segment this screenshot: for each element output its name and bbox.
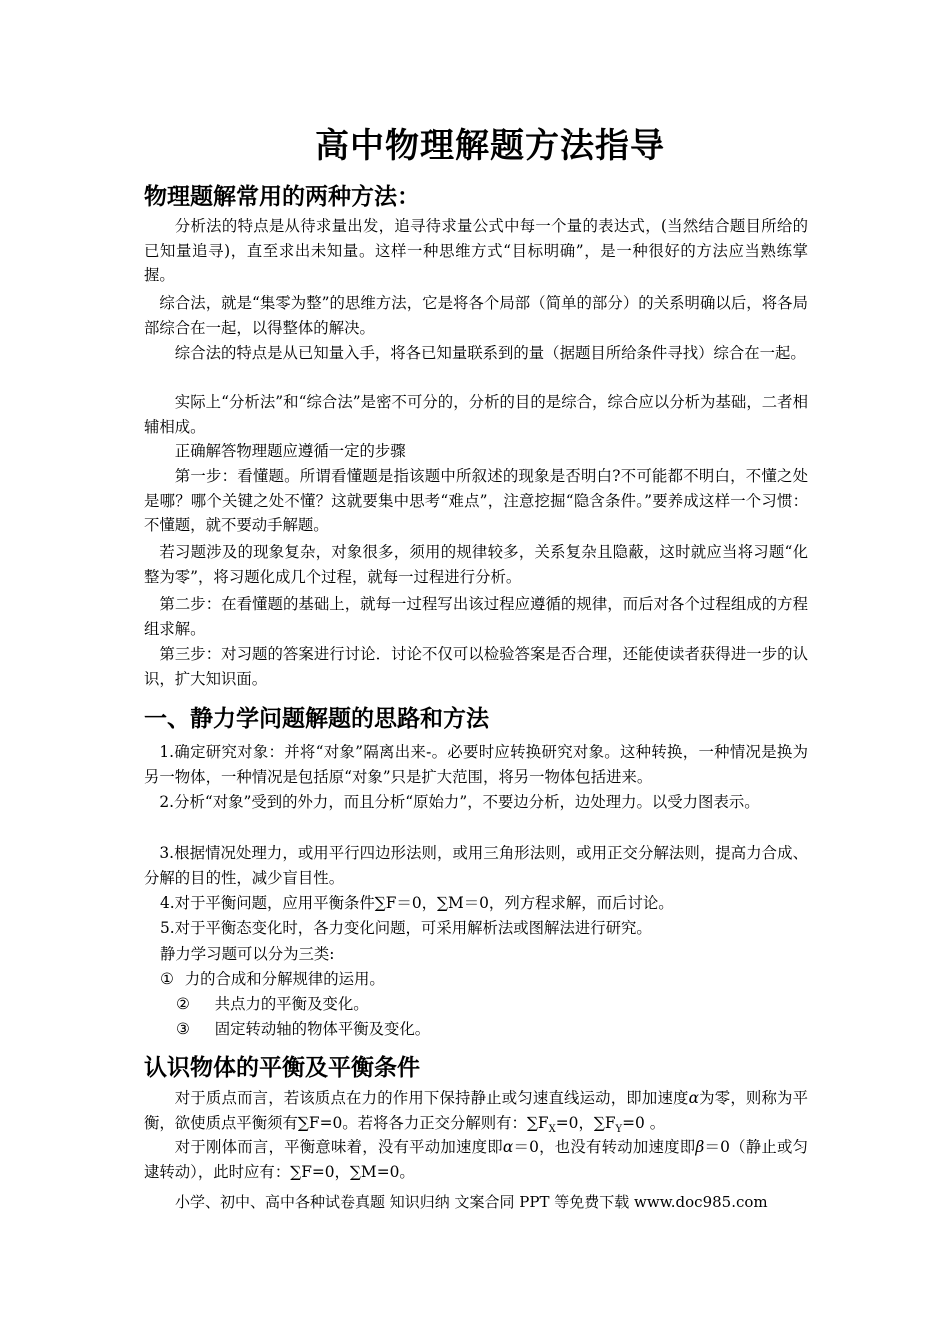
list-marker: ② (176, 995, 190, 1013)
list-marker: ① (160, 970, 174, 988)
section-heading-methods: 物理题解常用的两种方法： (144, 184, 420, 210)
list-marker: ③ (176, 1020, 190, 1038)
list-item-text: 固定转动轴的物体平衡及变化。 (214, 1020, 431, 1038)
list-item (176, 992, 369, 1014)
paragraph-statics-step-4: 4.对于平衡问题，应用平衡条件∑F＝0，∑M＝0，列方程求解，而后讨论。 (160, 894, 674, 912)
paragraph-analysis-method: 分析法的特点是从待求量出发，追寻待求量公式中每一个量的表达式，(当然结合题目所给的已知量追寻)，直至求出未知量。这样一种思维方式“目标明确”，是一种很好的方法应当熟练掌握。 (144, 217, 808, 285)
paragraph-steps-intro: 正确解答物理题应遵循一定的步骤 (174, 442, 406, 460)
paragraph-statics-step-3: 3.根据情况处理力，或用平行四边形法则，或用三角形法则，或用正交分解法则，提高力合成、分解的目的性，减少盲目性。 (144, 844, 808, 887)
list-item (160, 967, 385, 989)
section-heading-statics: 一、静力学问题解题的思路和方法 (144, 706, 489, 732)
paragraph-complex-problems: 若习题涉及的现象复杂，对象很多，须用的规律较多，关系复杂且隐蔽，这时就应当将习题“化整为零”，将习题化成几个过程，就每一过程进行分析。 (144, 543, 808, 586)
paragraph-step-two: 第二步：在看懂题的基础上，就每一过程写出该过程应遵循的规律，而后对各个过程组成的方程组求解。 (144, 595, 808, 638)
paragraph-rigid-body-equilibrium: 对于刚体而言，平衡意味着，没有平动加速度即α＝0，也没有转动加速度即β＝0（静止或匀逮转动），此时应有：∑F=0，∑M=0。 (144, 1138, 808, 1181)
paragraph-statics-step-2: 2.分析“对象”受到的外力，而且分析“原始力”，不要边分析，边处理力。以受力图表示。 (159, 793, 760, 811)
section-heading-equilibrium: 认识物体的平衡及平衡条件 (144, 1055, 420, 1081)
list-item (176, 1017, 430, 1039)
paragraph-statics-step-5: 5.对于平衡态变化时，各力变化问题，可采用解析法或图解法进行研究。 (160, 919, 652, 937)
page-footer: 小学、初中、高中各种试卷真题 知识归纳 文案合同 PPT 等免费下载 www.doc985.com (175, 1193, 768, 1211)
alpha-symbol: α (502, 1138, 514, 1156)
paragraph-statics-types: 静力学习题可以分为三类: (160, 945, 335, 963)
beta-symbol: β (695, 1138, 705, 1156)
paragraph-synthesis-method: 综合法，就是“集零为整”的思维方法，它是将各个局部（简单的部分）的关系明确以后，将各局部综合在一起，以得整体的解决。 (144, 294, 808, 337)
paragraph-particle-equilibrium: 对于质点而言，若该质点在力的作用下保持静止或匀速直线运动，即加速度α为零，则称为平衡，欲使质点平衡须有∑F=0。若将各力正交分解则有：$\sum F_X=0$，$\sum F_Y=0$ 。 (144, 1089, 808, 1135)
paragraph-step-three: 第三步：对习题的答案进行讨论．讨论不仅可以检验答案是否合理，还能使读者获得进一步的认识，扩大知识面。 (144, 645, 808, 688)
paragraph-step-one: 第一步：看懂题。所谓看懂题是指该题中所叙述的现象是否明白?不可能都不明白，不懂之处是哪？哪个关键之处不懂？这就要集中思考“难点”，注意挖掘“隐含条件。”要养成这样一个习惯：不懂题，就不要动手解题。 (144, 467, 808, 535)
paragraph-methods-relation: 实际上“分析法”和“综合法”是密不可分的，分析的目的是综合，综合应以分析为基础，二者相辅相成。 (144, 393, 808, 436)
alpha-symbol: α (688, 1089, 699, 1107)
list-item-text: 共点力的平衡及变化。 (214, 995, 369, 1013)
list-item-text: 力的合成和分解规律的运用。 (184, 970, 385, 988)
page-title: 高中物理解题方法指导 (315, 126, 665, 166)
paragraph-statics-step-1: 1.确定研究对象：并将“对象”隔离出来-。必要时应转换研究对象。这种转换，一种情况是换为另一物体，一种情况是包括原“对象”只是扩大范围，将另一物体包括进来。 (144, 743, 808, 786)
paragraph-synthesis-feature: 综合法的特点是从已知量入手，将各已知量联系到的量（据题目所给条件寻找）综合在一起。 (174, 344, 806, 362)
